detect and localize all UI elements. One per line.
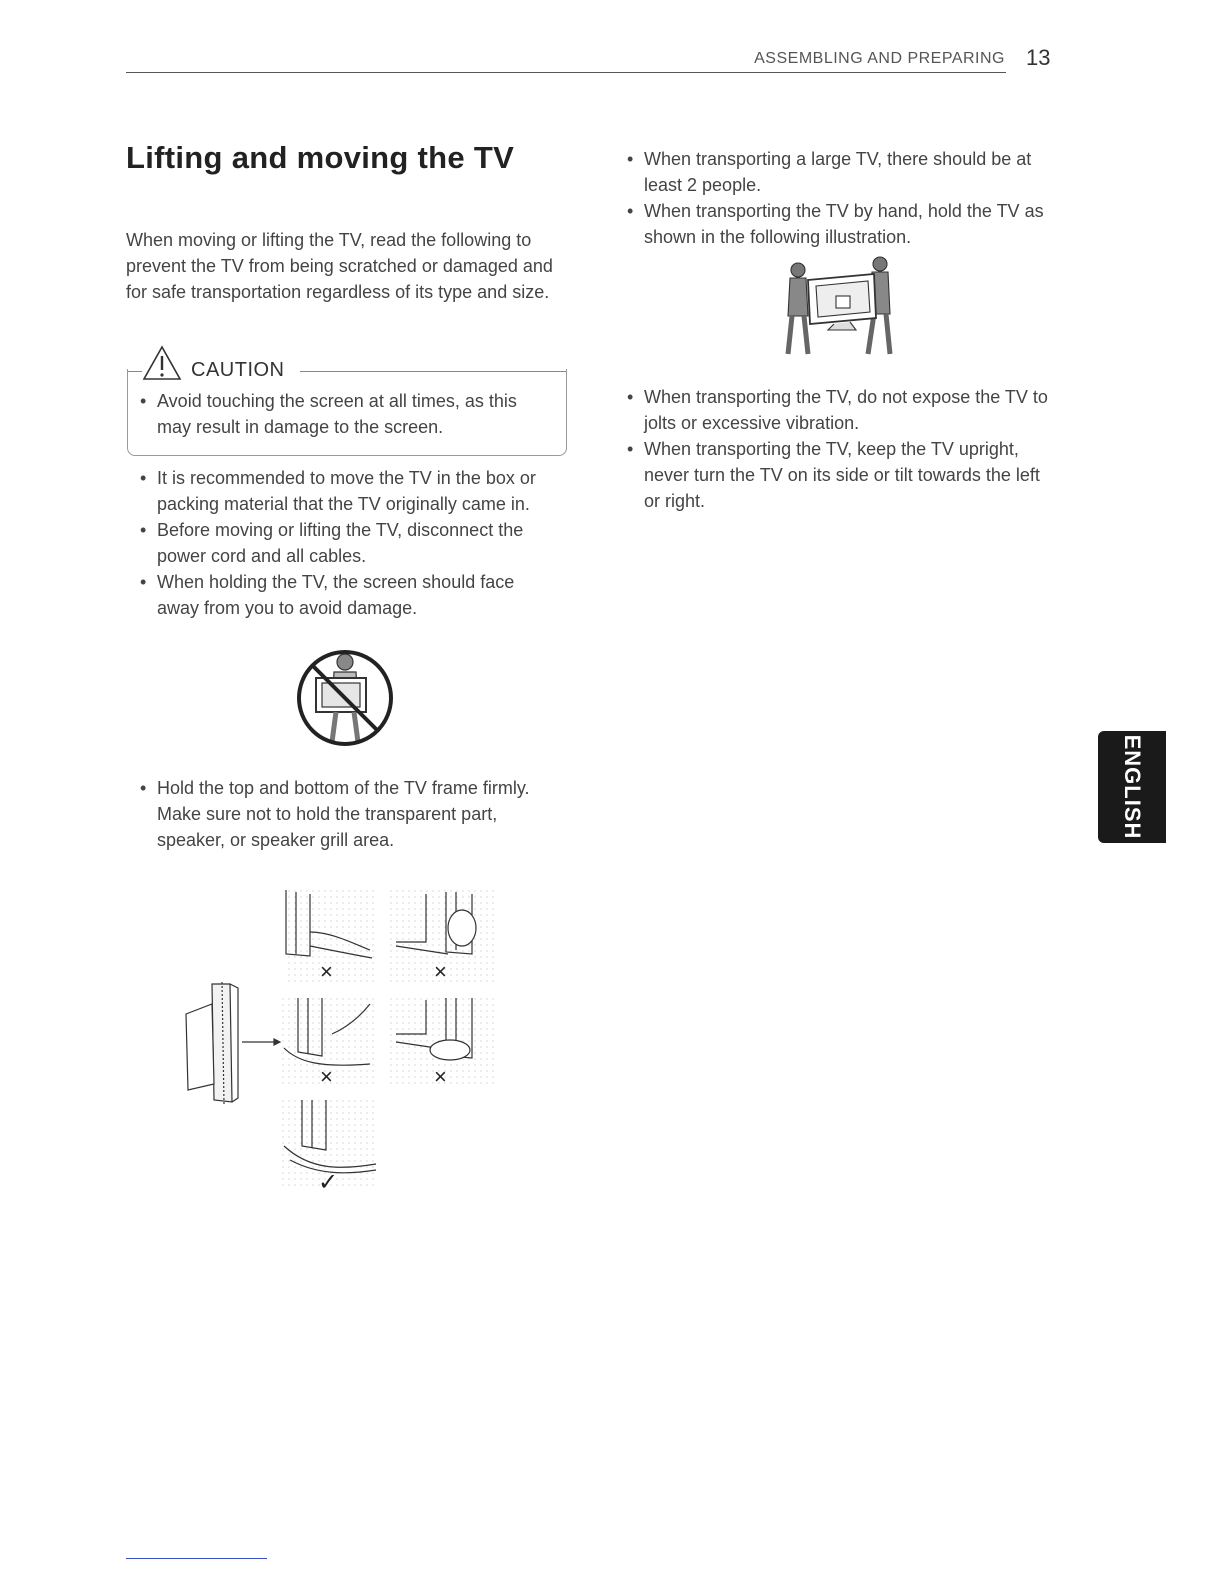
list-item: • When transporting the TV, do not expose the TV to jolts or excessive vibration.	[627, 384, 1057, 436]
grip-mark: ×	[434, 959, 447, 984]
caution-item: • Avoid touching the screen at all times, as this may result in damage to the screen.	[140, 388, 540, 440]
transport-list	[627, 146, 1047, 250]
grip-panel-5	[280, 1096, 378, 1194]
caution-rule	[300, 371, 566, 372]
caution-label: CAUTION	[191, 359, 285, 381]
grip-panel-4	[390, 994, 494, 1089]
language-tab-label: ENGLISH	[1120, 734, 1145, 840]
section-name: ASSEMBLING AND PREPARING	[754, 50, 1005, 67]
grip-panel-3	[280, 994, 378, 1089]
hold-frame-list	[140, 775, 560, 853]
warning-triangle-icon	[142, 345, 182, 381]
moving-tips-list	[140, 465, 560, 621]
caution-list	[140, 388, 540, 440]
grip-panel-1	[284, 888, 378, 984]
transport-warnings-list	[627, 384, 1057, 514]
list-item: • It is recommended to move the TV in the box or packing material that the TV originally came in.	[140, 465, 560, 517]
grip-mark: ×	[320, 959, 333, 984]
list-item: • When holding the TV, the screen should face away from you to avoid damage.	[140, 569, 560, 621]
intro-paragraph: When moving or lifting the TV, read the following to prevent the TV from being scratched or damaged and for safe transportation regardless of its type and size.	[126, 230, 553, 302]
grip-mark: ✓	[318, 1169, 339, 1194]
caution-rule-left	[128, 371, 142, 372]
footer-line	[126, 1558, 267, 1559]
list-item: • Before moving or lifting the TV, disconnect the power cord and all cables.	[140, 517, 560, 569]
list-item: • When transporting a large TV, there should be at least 2 people.	[627, 146, 1047, 198]
list-item: • When transporting the TV, keep the TV upright, never turn the TV on its side or tilt towards the left or right.	[627, 436, 1057, 514]
grip-illustrations	[180, 884, 500, 1194]
header-divider	[126, 72, 1006, 73]
grip-mark: ×	[434, 1064, 447, 1089]
page-number: 13	[1026, 45, 1051, 70]
grip-panel-2	[390, 888, 494, 984]
do-not-face-screen-illustration	[294, 648, 396, 748]
list-item: • Hold the top and bottom of the TV frame firmly. Make sure not to hold the transparent part, speaker, or speaker grill area.	[140, 775, 560, 853]
list-item: • When transporting the TV by hand, hold the TV as shown in the following illustration.	[627, 198, 1047, 250]
page-title: Lifting and moving the TV	[126, 140, 515, 175]
tv-side-view	[186, 982, 280, 1104]
two-person-carry-illustration	[784, 254, 894, 358]
grip-mark: ×	[320, 1064, 333, 1089]
language-tab	[1098, 731, 1166, 843]
